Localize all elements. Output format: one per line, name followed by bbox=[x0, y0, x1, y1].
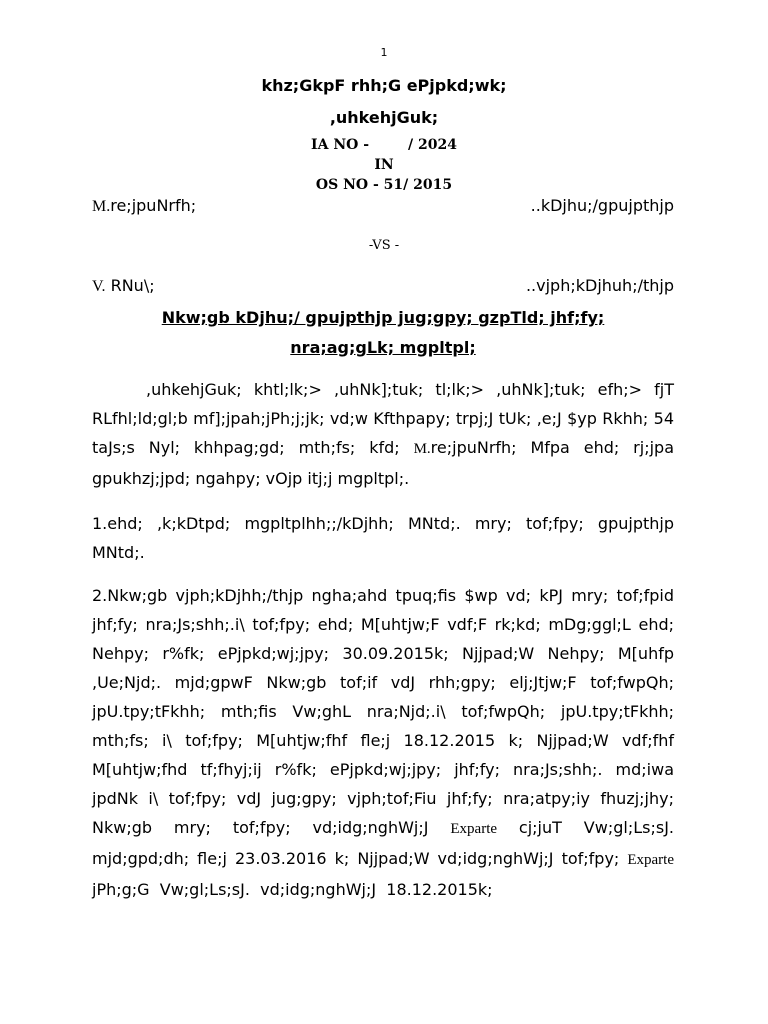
paragraph-2 bbox=[92, 581, 710, 904]
petitioner-name bbox=[92, 196, 196, 216]
versus-label: -VS - bbox=[368, 238, 400, 253]
respondent-prefix: V. bbox=[92, 278, 106, 295]
paragraph-2-text-a: 2.Nkw;gb vjph;kDjhh;/thjp ngha;ahd tpuq;fis $wp vd; kPJ mry; tof;fpid jhf;fy; nra;Js;shh;.i\ tof;fpy; ehd; M[uhtjw;F vdf;F rk;kd; mDg;ggl;L ehd; Nehpy; r%fk; ePjpkd;wj;jpy; 30.09.2015k; Njjpad;W Nehpy; M[uhfp ,Ue;Njd;. mjd;gpwF Nkw;gb tof;if vdJ rhh;gpy; elj;Jtjw;F tof;fwpQh; jpU.tpy;tFkhh; mth;fis Vw;ghL nra;Njd;.i\ tof;fwpQh; jpU.tpy;tFkhh; mth;fs; i\ tof;fpy; M[uhtjw;fhf fle;j 18.12.2015 k; Njjpad;W vdf;fhf M[uhtjw;fhd tf;fhyj;ij r%fk; ePjpkd;wj;jpy; jhf;fy; nra;Js;shh;. md;iwa jpdNk i\ tof;fpy; vdJ jug;gpy; vjph;tof;Fiu jhf;fy; nra;atpy;iy fhuzj;jhy; Nkw;gb mry; tof;fpy; vd;idg;nghWj;J bbox=[92, 586, 674, 837]
court-location: ,uhkehjGuk; bbox=[329, 108, 439, 127]
in-word: IN bbox=[374, 157, 394, 173]
paragraph-1: 1.ehd; ,k;kDtpd; mgpltplhh;;/kDjhh; MNtd;. mry; tof;fpy; gpujpthjp MNtd;. bbox=[92, 514, 674, 562]
subject-line-2: nra;ag;gLk; mgpltpl; bbox=[290, 338, 476, 357]
intro-text-a: ,uhkehjGuk; khtl;lk;> ,uhNk];tuk; tl;lk;> ,uhNk];tuk; efh;> fjT RLfhl;ld;gl;b mf];jpah;jPh;j;jk; vd;w Kfthpapy; trpj;J tUk; ,e;J $yp Rkhh; 54 taJs;s Nyl; khhpag;gd; mth;fs; kfd; bbox=[92, 380, 674, 457]
intro-name-prefix: M. bbox=[413, 441, 431, 457]
respondent-role: ..vjph;kDjhuh;/thjp bbox=[525, 276, 674, 295]
respondent-name-text: RNu\; bbox=[105, 276, 155, 295]
petitioner-row bbox=[92, 196, 674, 216]
page-number: 1 bbox=[380, 46, 388, 59]
petitioner-prefix: M. bbox=[92, 198, 111, 215]
paragraph-2-text-b: cj;juT Vw;gl;Ls;sJ. mjd;gpd;dh; fle;j 23.03.2016 k; Njjpad;W vd;idg;nghWj;J tof;fpy; bbox=[92, 818, 675, 868]
ia-number: IA NO - / 2024 bbox=[311, 137, 457, 153]
exparte-term-2: Exparte bbox=[627, 852, 674, 868]
petitioner-name-text: re;jpuNrfh; bbox=[110, 196, 197, 215]
subject-heading bbox=[92, 303, 674, 363]
exparte-term-1: Exparte bbox=[450, 821, 498, 837]
paragraph-2-text-c: jPh;g;G Vw;gl;Ls;sJ. vd;idg;nghWj;J 18.12.2015k; bbox=[92, 849, 710, 899]
intro-paragraph bbox=[92, 375, 674, 493]
intro-text-b: re;jpuNrfh; Mfpa ehd; rj;jpa gpukhzj;jpd; ngahpy; vOjp itj;j mgpltpl;. bbox=[92, 438, 675, 488]
subject-line-1: Nkw;gb kDjhu;/ gpujpthjp jug;gpy; gzpTld; jhf;fy; bbox=[161, 308, 605, 327]
os-number: OS NO - 51/ 2015 bbox=[315, 177, 453, 193]
respondent-row bbox=[92, 276, 674, 296]
court-name: khz;GkpF rhh;G ePjpkd;wk; bbox=[261, 76, 507, 95]
respondent-name bbox=[92, 276, 155, 296]
petitioner-role: ..kDjhu;/gpujpthjp bbox=[530, 196, 674, 215]
